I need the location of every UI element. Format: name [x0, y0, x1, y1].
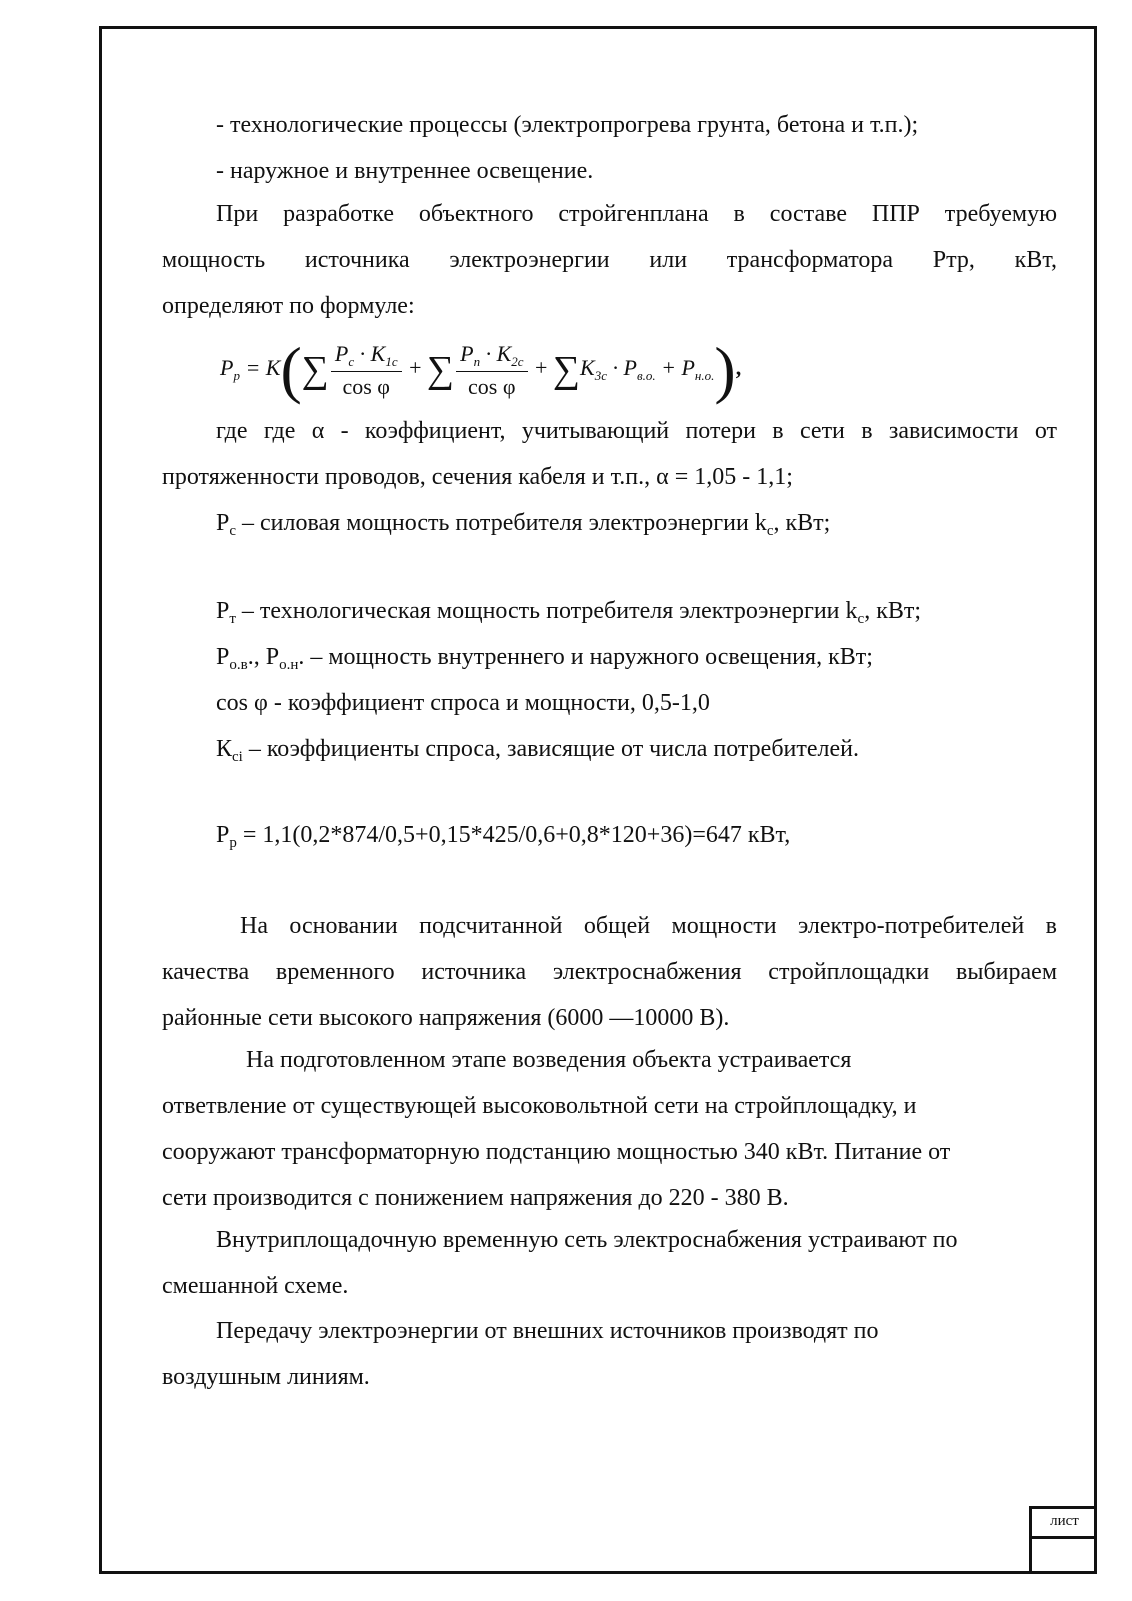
text-line: На основании подсчитанной общей мощности электро-потребителей в: [240, 913, 1057, 939]
definition-lighting: $Р_{о.в}$., $Р_{о.н}$. – мощность внутреннего и наружного освещения, кВт;: [216, 644, 873, 673]
text-line: где где α - коэффициент, учитывающий потери в сети в зависимости от: [216, 418, 1057, 444]
definition-pc: $Р_с$ – силовая мощность потребителя электроэнергии $k_с$, кВт;: [216, 510, 831, 539]
text-line: Внутриплощадочную временную сеть электроснабжения устраивают по: [216, 1227, 958, 1253]
text-line: районные сети высокого напряжения (6000 —10000 В).: [162, 1005, 730, 1031]
sigma-symbol: ∑: [301, 349, 329, 391]
paragraph-transmission: [162, 1308, 1057, 1400]
text-line: качества временного источника электроснабжения стройплощадки выбираем: [162, 959, 1057, 985]
list-item-technological: - технологические процессы (электропрогрева грунта, бетона и т.п.);: [216, 112, 919, 138]
formula-lighting-term: $K_{3c} \cdot P_{в.о.} + P_{н.о.}$: [580, 355, 715, 384]
definition-pt: $Р_т$ – технологическая мощность потребителя электроэнергии $k_с$, кВт;: [216, 598, 922, 627]
text-line: протяженности проводов, сечения кабеля и т.п., α = 1,05 - 1,1;: [162, 464, 793, 490]
definition-cos: cos φ - коэффициент спроса и мощности, 0,5-1,0: [216, 690, 710, 716]
formula-comma: ,: [735, 355, 742, 381]
text-line: На подготовленном этапе возведения объекта устраивается: [246, 1047, 852, 1073]
text-line: Передачу электроэнергии от внешних источников производят по: [216, 1318, 879, 1344]
text-line: сооружают трансформаторную подстанцию мощностью 340 кВт. Питание от: [162, 1139, 951, 1165]
stamp-divider: [1032, 1536, 1097, 1539]
list-item-lighting: - наружное и внутреннее освещение.: [216, 158, 594, 184]
paragraph-intro-formula: [162, 191, 1057, 329]
formula-rparen: ): [714, 334, 736, 405]
formula-lparen: (: [280, 334, 302, 405]
sigma-symbol: ∑: [427, 349, 455, 391]
text-line: воздушным линиям.: [162, 1364, 370, 1390]
power-formula: $P_p = K(\sum$ $\frac{P_c \cdot K_{1c}}{\text{cos φ}}$ + ∑ $\frac{P_n \cdot K_{2c}}{\text{cos φ}}$ + $\sum K_{3c} \cdot P_{в.о.} + P_{н.о.}$),: [220, 334, 742, 405]
paragraph-substation: [162, 1037, 1057, 1221]
definitions-list: [162, 588, 1057, 772]
text-line: мощность источника электроэнергии или трансформатора Ртр, кВт,: [162, 247, 1057, 273]
formula-eq: = K: [239, 355, 281, 381]
text-line: сети производится с понижением напряжения до 220 - 380 В.: [162, 1185, 789, 1211]
definition-kci: $К_{ci}$ – коэффициенты спроса, зависящие от числа потребителей.: [216, 736, 860, 765]
text-line: При разработке объектного стройгенплана в составе ППР требуемую: [216, 201, 1057, 227]
text-line: ответвление от существующей высоковольтной сети на стройплощадку, и: [162, 1093, 917, 1119]
sheet-stamp: [1029, 1506, 1097, 1574]
paragraph-source: [162, 903, 1057, 1041]
paragraph-alpha: [162, 408, 1057, 500]
paragraph-processes: [162, 102, 1057, 194]
paragraph-internal-network: [162, 1217, 1057, 1309]
text-line: определяют по формуле:: [162, 293, 415, 319]
text-line: смешанной схеме.: [162, 1273, 349, 1299]
sigma-symbol: ∑: [552, 349, 581, 391]
calculation-result: $Р_р = 1,1(0,2*874/0,5+0,15*425/0,6+0,8*120+36)=647$ кВт,: [216, 822, 791, 851]
formula-lhs: P: [220, 355, 234, 381]
fraction-technological: $\frac{P_n \cdot K_{2c}}{\text{cos φ}}$: [456, 341, 527, 400]
sheet-label: лист: [1050, 1513, 1079, 1529]
fraction-power: $\frac{P_c \cdot K_{1c}}{\text{cos φ}}$: [331, 341, 402, 400]
